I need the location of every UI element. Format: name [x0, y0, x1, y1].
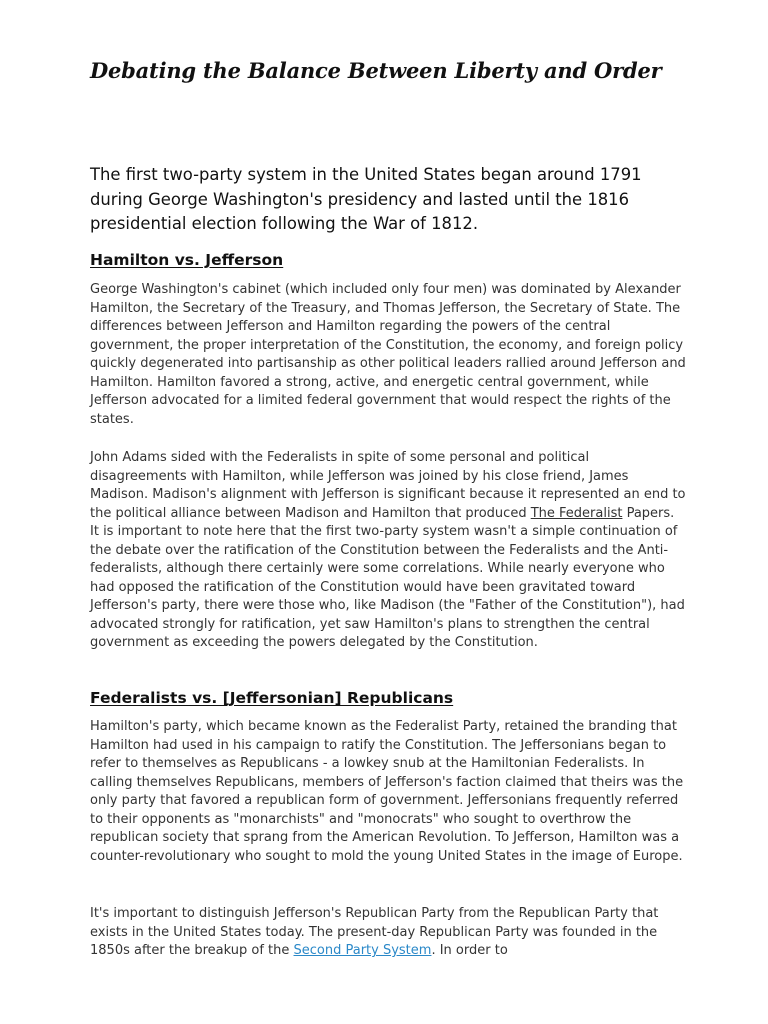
document-title: Debating the Balance Between Liberty and Order: [90, 58, 662, 83]
section1-paragraph-2-text-a: John Adams sided with the Federalists in spite of some personal and political disagreements with Hamilton, while Jefferson was joined by his close friend, James Madison. Madison's alignment with Jefferson is significant because it represented an end to the political alliance between Madison and Hamilton that produced: [90, 450, 686, 521]
federalist-papers-link[interactable]: The Federalist: [530, 505, 623, 521]
section2-paragraph-2-text-b: . In order to: [431, 943, 508, 958]
section1-paragraph-1: George Washington's cabinet (which included only four men) was dominated by Alexander Hamilton, the Secretary of the Treasury, and Thomas Jefferson, the Secretary of State. The differences between Jefferson and Hamilton regarding the powers of the central government, the proper interpretation of the Constitution, the economy, and foreign policy quickly degenerated into partisanship as other political leaders rallied around Jefferson and Hamilton. Hamilton favored a strong, active, and energetic central government, while Jefferson advocated for a limited federal government that would respect the rights of the states.: [90, 282, 686, 427]
section1-paragraph-2: [90, 449, 686, 653]
section2-paragraph-2: [90, 905, 686, 961]
lead-paragraph: The first two-party system in the United States began around 1791 during George Washington's presidency and lasted until the 1816 presidential election following the War of 1812.: [90, 165, 642, 233]
section-heading-hamilton-jefferson: Hamilton vs. Jefferson: [90, 251, 284, 269]
section-heading-federalists-republicans: Federalists vs. [Jeffersonian] Republicans: [90, 689, 454, 707]
second-party-system-link[interactable]: Second Party System: [293, 943, 432, 958]
section2-paragraph-2-text-a: It's important to distinguish Jefferson's Republican Party from the Republican Party that exists in the United States today. The present-day Republican Party was founded in the 1850s after the breakup of the: [90, 906, 659, 958]
section2-paragraph-1: Hamilton's party, which became known as the Federalist Party, retained the branding that Hamilton had used in his campaign to ratify the Constitution. The Jeffersonians began to refer to themselves as Republicans - a lowkey snub at the Hamiltonian Federalists. In calling themselves Republicans, members of Jefferson's faction claimed that theirs was the only party that favored a republican form of government. Jeffersonians frequently referred to their opponents as "monarchists" and "monocrats" who sought to overthrow the republican society that sprang from the American Revolution. To Jefferson, Hamilton was a counter-revolutionary who sought to mold the young United States in the image of Europe.: [90, 719, 684, 864]
section1-paragraph-2-text-b: Papers. It is important to note here that the first two-party system wasn't a simple continuation of the debate over the ratification of the Constitution between the Federalists and the Anti-federalists, although there certainly were some correlations. While nearly everyone who had opposed the ratification of the Constitution would have been gravitated toward Jefferson's party, there were those who, like Madison (the "Father of the Constitution"), had advocated strongly for ratification, yet saw Hamilton's plans to strengthen the central government as exceeding the powers delegated by the Constitution.: [90, 505, 685, 650]
